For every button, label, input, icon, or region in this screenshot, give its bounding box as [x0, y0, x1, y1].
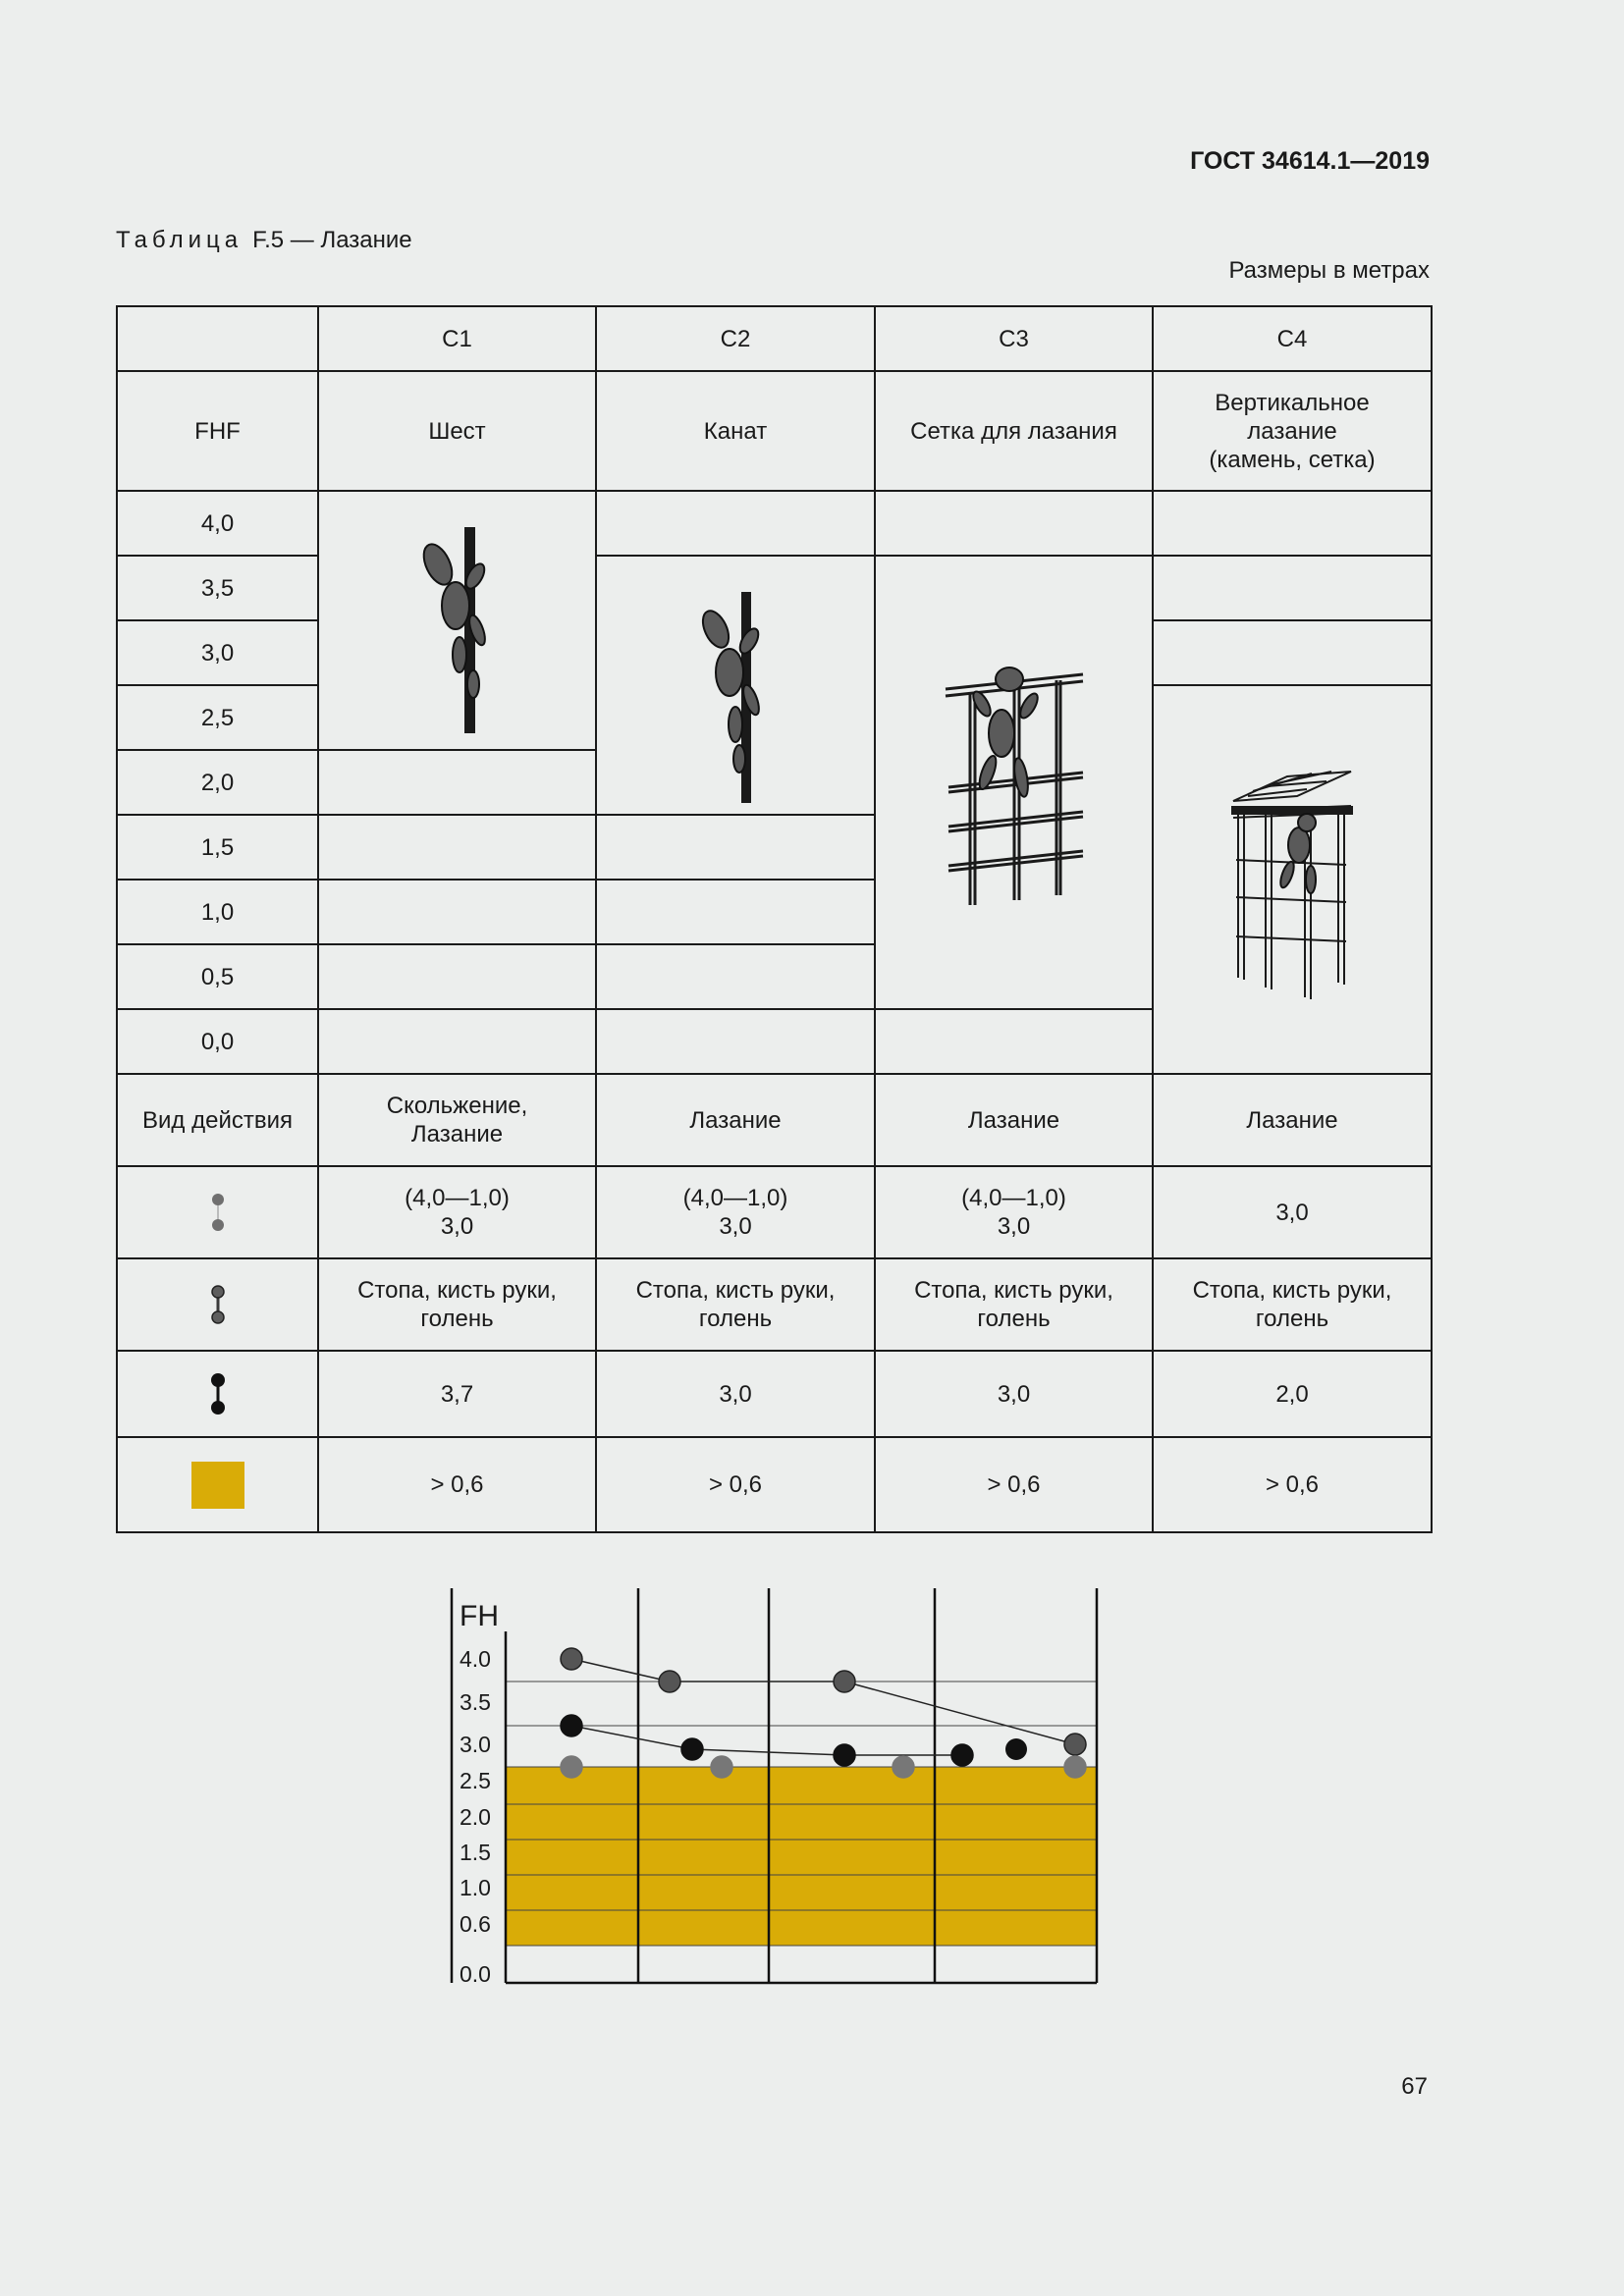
height-1-5: 1,5: [117, 815, 318, 880]
c1-empty-1-5: [318, 815, 596, 880]
pole-climber-icon: [399, 507, 516, 733]
free-height-legend: [117, 1166, 318, 1258]
column-header-c4: C4: [1153, 306, 1432, 371]
table-title-label: F.5 — Лазание: [252, 227, 412, 253]
chart-tick-label: 3.0: [460, 1732, 491, 1757]
chart-point: [659, 1671, 680, 1692]
net-climber-illustration: [875, 556, 1153, 1009]
height-2-5: 2,5: [117, 685, 318, 750]
chart-point: [1064, 1756, 1086, 1778]
pole-climber-illustration: [318, 491, 596, 750]
chart-tick-label: 4.0: [460, 1646, 491, 1672]
chart-series-lines: [571, 1659, 1075, 1755]
page-number: 67: [1401, 2073, 1428, 2100]
rope-climber-illustration: [596, 556, 875, 815]
units-note: Размеры в метрах: [1228, 257, 1430, 284]
max-fall-legend: [117, 1351, 318, 1437]
c3-empty-4-0: [875, 491, 1153, 556]
chart-tick-label: 3.5: [460, 1689, 491, 1715]
equipment-c3: Сетка для лазания: [875, 371, 1153, 491]
c2-empty-0-5: [596, 944, 875, 1009]
chart-point: [834, 1671, 855, 1692]
c1-empty-0-5: [318, 944, 596, 1009]
chart-tick-label: 2.5: [460, 1768, 491, 1793]
c1-empty-0-0: [318, 1009, 596, 1074]
height-0-5: 0,5: [117, 944, 318, 1009]
max-fall-c1: 3,7: [318, 1351, 596, 1437]
c2-empty-1-0: [596, 880, 875, 944]
chart-shaded-area: [506, 1767, 1097, 1946]
chart-point: [951, 1744, 973, 1766]
chart-point: [893, 1756, 914, 1778]
chart-point: [1064, 1734, 1086, 1755]
c4-empty-4-0: [1153, 491, 1432, 556]
chart-point: [561, 1756, 582, 1778]
chart-point: [561, 1715, 582, 1736]
height-2-0: 2,0: [117, 750, 318, 815]
equipment-c4: Вертикальное лазание (камень, сетка): [1153, 371, 1432, 491]
doc-code: ГОСТ 34614.1—2019: [1190, 147, 1430, 175]
climbing-net-icon: [941, 635, 1088, 930]
equipment-c2: Канат: [596, 371, 875, 491]
height-0-0: 0,0: [117, 1009, 318, 1074]
column-header-c3: C3: [875, 306, 1153, 371]
wall-climber-illustration: [1153, 685, 1432, 1074]
body-parts-c2: Стопа, кисть руки, голень: [596, 1258, 875, 1351]
chart-tick-label: 1.0: [460, 1875, 491, 1900]
action-c4: Лазание: [1153, 1074, 1432, 1166]
impact-area-c4: > 0,6: [1153, 1437, 1432, 1532]
c4-empty-3-0: [1153, 620, 1432, 685]
body-parts-legend: [117, 1258, 318, 1351]
impact-area-c2: > 0,6: [596, 1437, 875, 1532]
impact-area-fill: [506, 1767, 1097, 1946]
table-title-prefix: Таблица: [116, 227, 244, 253]
equipment-c1: Шест: [318, 371, 596, 491]
height-3-0: 3,0: [117, 620, 318, 685]
chart-series-line: [571, 1659, 1075, 1744]
body-parts-c1: Стопа, кисть руки, голень: [318, 1258, 596, 1351]
c1-empty-1-0: [318, 880, 596, 944]
table-title: [116, 227, 412, 254]
gray-linked-dots-icon: [208, 1283, 228, 1326]
c3-empty-0-0: [875, 1009, 1153, 1074]
free-height-c4: 3,0: [1153, 1166, 1432, 1258]
c1-empty-2-0: [318, 750, 596, 815]
height-3-5: 3,5: [117, 556, 318, 620]
chart-tick-label: 0.6: [460, 1911, 491, 1937]
impact-area-c3: > 0,6: [875, 1437, 1153, 1532]
max-fall-c2: 3,0: [596, 1351, 875, 1437]
chart-point: [1005, 1738, 1027, 1760]
body-parts-c3: Стопа, кисть руки, голень: [875, 1258, 1153, 1351]
action-c1: Скольжение, Лазание: [318, 1074, 596, 1166]
fall-height-chart: [442, 1580, 1110, 1993]
max-fall-c3: 3,0: [875, 1351, 1153, 1437]
height-4-0: 4,0: [117, 491, 318, 556]
max-fall-c4: 2,0: [1153, 1351, 1432, 1437]
action-c3: Лазание: [875, 1074, 1153, 1166]
column-header-c2: C2: [596, 306, 875, 371]
chart-point: [834, 1744, 855, 1766]
free-height-c3: (4,0—1,0) 3,0: [875, 1166, 1153, 1258]
chart-title: FH: [460, 1600, 499, 1632]
gray-dots-icon: [208, 1191, 228, 1234]
body-parts-c4: Стопа, кисть руки, голень: [1153, 1258, 1432, 1351]
chart-point: [681, 1738, 703, 1760]
climbing-table: [116, 305, 1433, 1533]
chart-tick-labels: [460, 1646, 491, 1987]
c4-empty-3-5: [1153, 556, 1432, 620]
climbing-wall-icon: [1228, 752, 1356, 1007]
chart-tick-label: 1.5: [460, 1840, 491, 1865]
column-header-c1: C1: [318, 306, 596, 371]
chart-point: [561, 1648, 582, 1670]
black-linked-dots-icon: [208, 1371, 228, 1416]
c2-empty-1-5: [596, 815, 875, 880]
chart-series-line: [571, 1726, 962, 1755]
action-c2: Лазание: [596, 1074, 875, 1166]
impact-area-legend: [117, 1437, 318, 1532]
free-height-c2: (4,0—1,0) 3,0: [596, 1166, 875, 1258]
chart-point: [711, 1756, 732, 1778]
chart-tick-label: 2.0: [460, 1804, 491, 1830]
fhf-label: FHF: [117, 371, 318, 491]
rope-climber-icon: [677, 562, 794, 808]
c2-empty-4-0: [596, 491, 875, 556]
height-1-0: 1,0: [117, 880, 318, 944]
impact-area-c1: > 0,6: [318, 1437, 596, 1532]
chart-tick-label: 0.0: [460, 1961, 491, 1987]
free-height-c1: (4,0—1,0) 3,0: [318, 1166, 596, 1258]
yellow-swatch-icon: [191, 1462, 244, 1509]
action-type-label: Вид действия: [117, 1074, 318, 1166]
c2-empty-0-0: [596, 1009, 875, 1074]
corner-cell: [117, 306, 318, 371]
